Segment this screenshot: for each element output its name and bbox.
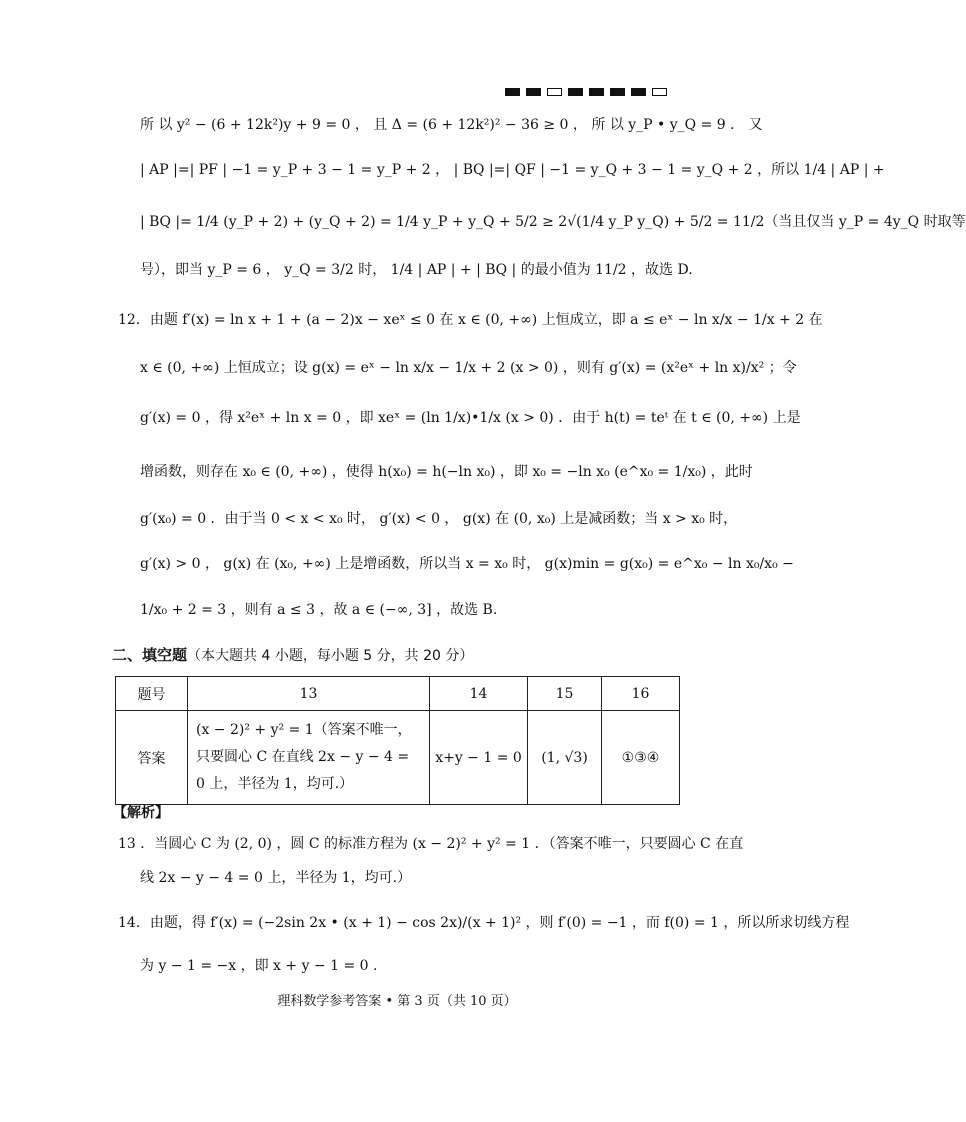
- table-header-cell: 13: [188, 677, 430, 711]
- text-line: g′(x) > 0 ， g(x) 在 (x₀, +∞) 上是增函数，所以当 x = x₀ 时， g(x)min = g(x₀) = e^x₀ − ln x₀/x₀ −: [140, 556, 794, 572]
- answer-table: [115, 676, 680, 805]
- text-line: 增函数，则存在 x₀ ∈ (0, +∞) ，使得 h(x₀) = h(−ln x₀) ，即 x₀ = −ln x₀ (e^x₀ = 1/x₀) ，此时: [140, 464, 753, 480]
- header-mark: [547, 88, 562, 96]
- section-title: 二、填空题: [112, 646, 188, 664]
- text-line: g′(x) = 0 ，得 x²eˣ + ln x = 0 ，即 xeˣ = (ln 1/x)•1/x (x > 0) ．由于 h(t) = teᵗ 在 t ∈ (0, +∞) 上是: [140, 410, 801, 426]
- text-line: 所 以 y² − (6 + 12k²)y + 9 = 0 ， 且 Δ = (6 + 12k²)² − 36 ≥ 0 ， 所 以 y_P • y_Q = 9 ． 又: [140, 117, 763, 133]
- table-header-cell: 15: [528, 677, 602, 711]
- section-note: （本大题共 4 小题，每小题 5 分，共 20 分）: [187, 648, 474, 664]
- header-mark: [652, 88, 667, 96]
- header-mark: [526, 88, 541, 96]
- table-header-cell: 16: [602, 677, 680, 711]
- header-mark: [610, 88, 625, 96]
- text-line: 线 2x − y − 4 = 0 上，半径为 1，均可.）: [140, 870, 412, 886]
- text-line: 为 y − 1 = −x ，即 x + y − 1 = 0 .: [140, 958, 378, 974]
- answer-cell-14: x+y − 1 = 0: [430, 711, 528, 805]
- header-mark: [568, 88, 583, 96]
- text-line: 14．由题，得 f′(x) = (−2sin 2x • (x + 1) − cos 2x)/(x + 1)² ，则 f′(0) = −1 ，而 f(0) = 1 ，所以所求切线方程: [118, 915, 850, 931]
- text-line: 12．由题 f′(x) = ln x + 1 + (a − 2)x − xeˣ ≤ 0 在 x ∈ (0, +∞) 上恒成立，即 a ≤ eˣ − ln x/x − 1/x + 2 在: [118, 312, 823, 328]
- header-mark: [505, 88, 520, 96]
- table-header-cell: 题号: [116, 677, 188, 711]
- table-row: [116, 711, 680, 805]
- header-mark: [589, 88, 604, 96]
- header-marks: [505, 88, 667, 96]
- text-line: 13 ．当圆心 C 为 (2, 0) ，圆 C 的标准方程为 (x − 2)² + y² = 1 ．（答案不唯一，只要圆心 C 在直: [118, 836, 744, 852]
- table-header-row: [116, 677, 680, 711]
- text-line: 号），即当 y_P = 6 ， y_Q = 3/2 时， 1/4 | AP | + | BQ | 的最小值为 11/2 ，故选 D.: [140, 262, 693, 278]
- section-heading: [112, 644, 473, 665]
- text-line: x ∈ (0, +∞) 上恒成立；设 g(x) = eˣ − ln x/x − 1/x + 2 (x > 0) ，则有 g′(x) = (x²eˣ + ln x)/x² ；令: [140, 360, 797, 376]
- text-line: g′(x₀) = 0 ．由于当 0 < x < x₀ 时， g′(x) < 0 ， g(x) 在 (0, x₀) 上是减函数；当 x > x₀ 时，: [140, 511, 738, 527]
- answer-cell-13: (x − 2)² + y² = 1（答案不唯一，只要圆心 C 在直线 2x − y − 4 = 0 上，半径为 1，均可.）: [188, 711, 430, 805]
- answer-cell-15: (1, √3): [528, 711, 602, 805]
- table-header-cell: 14: [430, 677, 528, 711]
- text-line: 1/x₀ + 2 = 3 ，则有 a ≤ 3 ，故 a ∈ (−∞, 3] ，故选 B.: [140, 602, 498, 618]
- row-label: 答案: [116, 711, 188, 805]
- text-line: | AP |=| PF | −1 = y_P + 3 − 1 = y_P + 2 ， | BQ |=| QF | −1 = y_Q + 3 − 1 = y_Q + 2 ，所以 1/4 | AP | +: [140, 162, 885, 178]
- header-mark: [631, 88, 646, 96]
- text-line: | BQ |= 1/4 (y_P + 2) + (y_Q + 2) = 1/4 y_P + y_Q + 5/2 ≥ 2√(1/4 y_P y_Q) + 5/2 = 11/2（当且仅当 y_P = 4y_Q 时取等: [140, 214, 966, 230]
- page-footer: 理科数学参考答案 • 第 3 页（共 10 页）: [277, 994, 517, 1009]
- answer-cell-16: ①③④: [602, 711, 680, 805]
- analysis-label: 【解析】: [113, 805, 169, 821]
